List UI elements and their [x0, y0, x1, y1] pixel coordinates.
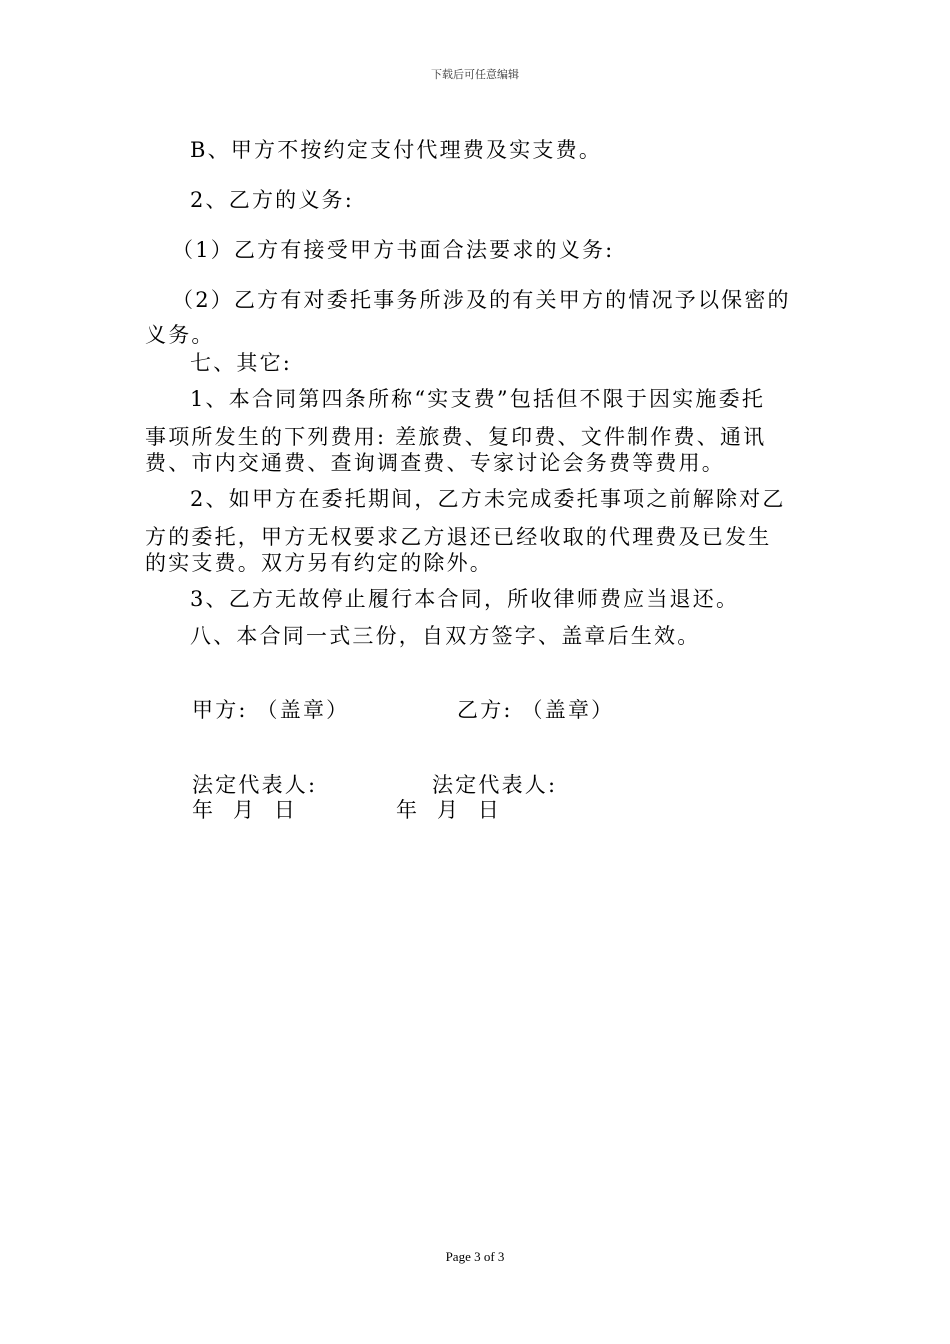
party-a-representative: 法定代表人: — [192, 773, 318, 797]
other-2-line1: 2、如甲方在委托期间，乙方未完成委托事项之前解除对乙 — [190, 487, 786, 511]
other-2-line2: 方的委托，甲方无权要求乙方退还已经收取的代理费及已发生 — [145, 525, 772, 549]
party-b-date: 年 月 日 — [396, 798, 502, 822]
page-header: 下载后可任意编辑 — [431, 68, 519, 81]
section-eight: 八、本合同一式三份，自双方签字、盖章后生效。 — [190, 624, 701, 648]
party-b-representative: 法定代表人: — [432, 773, 558, 797]
other-1-line2: 事项所发生的下列费用: 差旅费、复印费、文件制作费、通讯 — [145, 425, 767, 449]
page-number: Page 3 of 3 — [445, 1249, 505, 1264]
party-b-duty-2-line2: 义务。 — [145, 323, 215, 347]
other-3: 3、乙方无故停止履行本合同，所收律师费应当退还。 — [190, 587, 740, 611]
party-a-seal: 甲方: （盖章） — [192, 698, 350, 722]
party-b-duty-1: （1）乙方有接受甲方书面合法要求的义务: — [172, 238, 615, 262]
party-a-date: 年 月 日 — [192, 798, 298, 822]
section-seven-heading: 七、其它: — [190, 351, 293, 375]
other-2-line3: 的实支费。双方另有约定的除外。 — [145, 551, 493, 575]
clause-b: B、甲方不按约定支付代理费及实支费。 — [190, 138, 603, 162]
other-1-line3: 费、市内交通费、查询调查费、专家讨论会务费等费用。 — [145, 451, 725, 475]
party-b-seal: 乙方: （盖章） — [457, 698, 615, 722]
other-1-line1: 1、本合同第四条所称“实支费”包括但不限于因实施委托 — [190, 387, 766, 411]
party-b-duties-heading: 2、乙方的义务: — [190, 188, 355, 212]
party-b-duty-2-line1: （2）乙方有对委托事务所涉及的有关甲方的情况予以保密的 — [172, 288, 791, 312]
